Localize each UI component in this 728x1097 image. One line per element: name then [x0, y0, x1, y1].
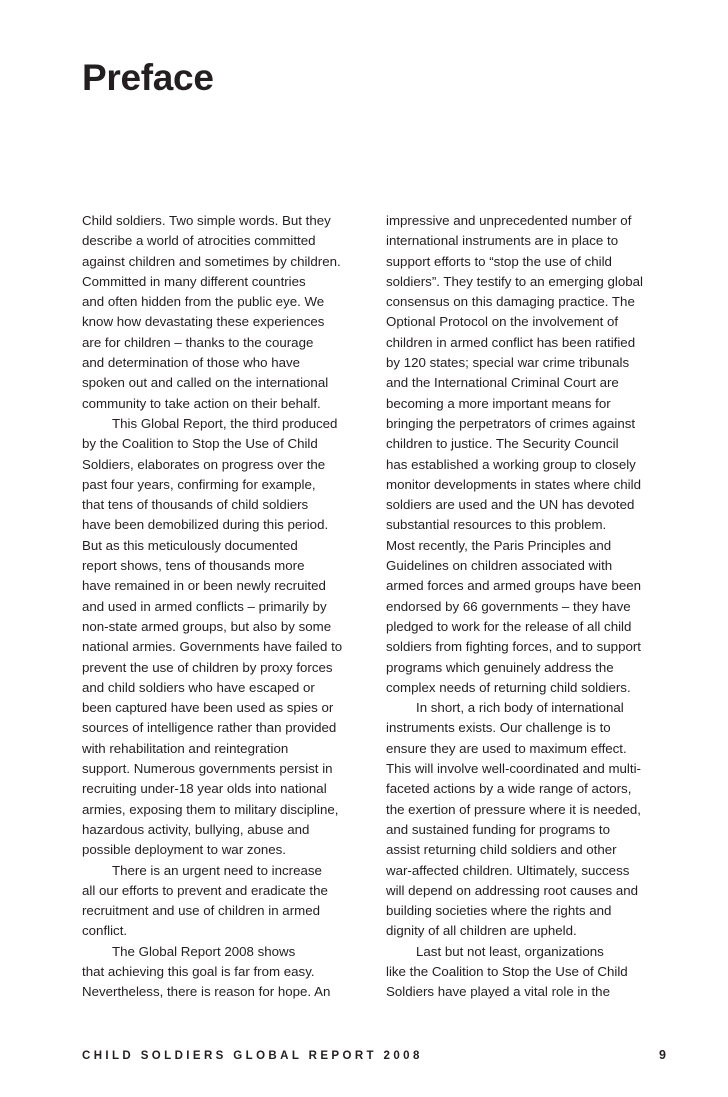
body-text-line: soldiers”. They testify to an emerging global — [386, 273, 643, 289]
body-text-line: substantial resources to this problem. — [386, 517, 607, 533]
body-text-line: spoken out and called on the international — [82, 375, 329, 391]
body-text-line: Soldiers have played a vital role in the — [386, 984, 610, 1000]
body-text-line: by the Coalition to Stop the Use of Child — [82, 436, 318, 452]
body-text-line: are for children – thanks to the courage — [82, 334, 314, 350]
body-text-line: faceted actions by a wide range of actors, — [386, 781, 632, 797]
body-text-line: and determination of those who have — [82, 355, 301, 371]
body-text-line: have remained in or been newly recruited — [82, 578, 326, 594]
body-text-line: have been demobilized during this period. — [82, 517, 329, 533]
body-text-line: support efforts to “stop the use of child — [386, 253, 612, 269]
body-text-line: armies, exposing them to military discipline, — [82, 801, 339, 817]
body-text-line: prevent the use of children by proxy forces — [82, 659, 333, 675]
body-text-line: bringing the perpetrators of crimes against — [386, 415, 636, 431]
body-text-line: report shows, tens of thousands more — [82, 558, 305, 574]
body-text-line: non-state armed groups, but also by some — [82, 618, 332, 634]
body-text-line: armed forces and armed groups have been — [386, 578, 642, 594]
body-text-line: consensus on this damaging practice. The — [386, 294, 635, 310]
body-text-line: Last but not least, organizations — [416, 943, 604, 959]
body-text-line: monitor developments in states where child — [386, 476, 641, 492]
body-text-line: programs which genuinely address the — [386, 659, 614, 675]
body-text-line: dignity of all children are upheld. — [386, 923, 577, 939]
body-text-line: and often hidden from the public eye. We — [82, 294, 325, 310]
page-number: 9 — [659, 1048, 666, 1062]
body-text-line: impressive and unprecedented number of — [386, 213, 632, 228]
body-text-line: has established a working group to closely — [386, 456, 636, 472]
body-text-line: Child soldiers. Two simple words. But they — [82, 213, 331, 228]
body-text-line: But as this meticulously documented — [82, 537, 298, 553]
body-text-line: Most recently, the Paris Principles and — [386, 537, 612, 553]
page-title: Preface — [82, 57, 214, 98]
body-text-line: national armies. Governments have failed to — [82, 639, 343, 655]
body-text-line: assist returning child soldiers and other — [386, 842, 617, 858]
body-text-line: with rehabilitation and reintegration — [82, 740, 289, 756]
body-text-line: children in armed conflict has been ratified — [386, 334, 636, 350]
body-text-line: all our efforts to prevent and eradicate the — [82, 882, 328, 898]
body-text-line: There is an urgent need to increase — [112, 862, 322, 878]
body-text-line: that achieving this goal is far from easy. — [82, 963, 315, 979]
body-text-line: and sustained funding for programs to — [386, 821, 610, 837]
body-text-line: like the Coalition to Stop the Use of Child — [386, 963, 628, 979]
body-text-line: soldiers are used and the UN has devoted — [386, 497, 635, 513]
body-text-line: the exertion of pressure where it is needed, — [386, 801, 642, 817]
body-text-line: recruiting under-18 year olds into national — [82, 781, 327, 797]
left-column — [82, 211, 366, 1003]
body-text-line: Optional Protocol on the involvement of — [386, 314, 619, 330]
body-text-line: been captured have been used as spies or — [82, 700, 334, 716]
body-text-line: complex needs of returning child soldiers. — [386, 679, 631, 695]
body-text-line: that tens of thousands of child soldiers — [82, 497, 309, 513]
body-text-line: endorsed by 66 governments – they have — [386, 598, 631, 614]
body-text-line: recruitment and use of children in armed — [82, 903, 320, 919]
body-text-line: possible deployment to war zones. — [82, 842, 286, 858]
body-text-line: conflict. — [82, 923, 128, 939]
body-text-line: instruments exists. Our challenge is to — [386, 720, 611, 736]
body-text-line: soldiers from fighting forces, and to support — [386, 639, 641, 655]
body-text-line: pledged to work for the release of all child — [386, 618, 632, 634]
body-text-line: This Global Report, the third produced — [112, 415, 338, 431]
body-text-line: and child soldiers who have escaped or — [82, 679, 315, 695]
body-text-line: know how devastating these experiences — [82, 314, 325, 330]
body-text-line: support. Numerous governments persist in — [82, 761, 333, 777]
body-text-line: war-affected children. Ultimately, success — [386, 862, 630, 878]
body-text-line: Soldiers, elaborates on progress over the — [82, 456, 326, 472]
body-text-line: against children and sometimes by children. — [82, 253, 341, 269]
body-text-line: describe a world of atrocities committed — [82, 233, 316, 249]
body-text-line: This will involve well-coordinated and multi- — [386, 761, 641, 777]
body-text-line: children to justice. The Security Council — [386, 436, 619, 452]
body-text-line: sources of intelligence rather than provided — [82, 720, 337, 736]
body-text-line: community to take action on their behalf. — [82, 395, 321, 411]
body-text-line: Nevertheless, there is reason for hope. An — [82, 984, 331, 1000]
body-text-line: The Global Report 2008 shows — [112, 943, 296, 959]
body-text-line: by 120 states; special war crime tribunals — [386, 355, 630, 371]
running-footer-title: CHILD SOLDIERS GLOBAL REPORT 2008 — [82, 1050, 423, 1062]
body-text-line: ensure they are used to maximum effect. — [386, 740, 627, 756]
body-text-line: In short, a rich body of international — [416, 700, 624, 716]
body-text-line: and used in armed conflicts – primarily by — [82, 598, 327, 614]
body-text-line: international instruments are in place to — [386, 233, 619, 249]
body-text-line: and the International Criminal Court are — [386, 375, 619, 391]
body-text-line: becoming a more important means for — [386, 395, 611, 411]
body-text-line: building societies where the rights and — [386, 903, 612, 919]
body-text-line: past four years, confirming for example, — [82, 476, 316, 492]
right-column — [386, 211, 670, 1003]
body-text-line: Guidelines on children associated with — [386, 558, 613, 574]
body-text-line: hazardous activity, bullying, abuse and — [82, 821, 310, 837]
body-text-line: Committed in many different countries — [82, 273, 306, 289]
body-text-line: will depend on addressing root causes and — [386, 882, 639, 898]
